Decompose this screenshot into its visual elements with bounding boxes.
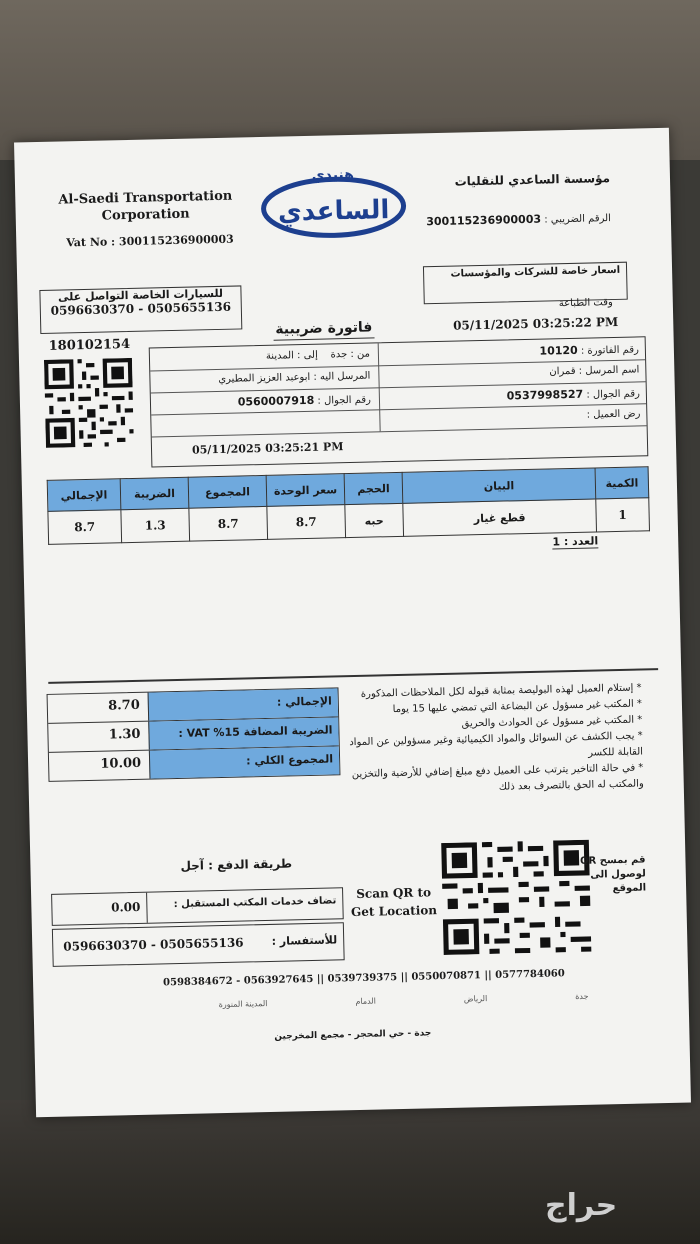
- invoice-qr-code: [44, 358, 134, 448]
- note-item: * يجب الكشف عن السوائل والمواد الكيميائية وغير مسؤولين عن المواد القابلة للكسر: [349, 730, 644, 759]
- logo-text-top: هنيدي: [311, 166, 355, 184]
- receiver-phone-label: رقم الجوال :: [317, 394, 372, 407]
- invoice-paper: [14, 128, 691, 1118]
- logo-text-main: الساعدي: [277, 195, 390, 228]
- to-value: المدينة: [265, 350, 295, 362]
- shipment-datetime: 05/11/2025 03:25:21 PM: [191, 440, 344, 457]
- from-label: من :: [350, 348, 371, 360]
- contact-label: للسيارات الخاصة التواصل على: [57, 286, 224, 304]
- inquiry-box: [52, 922, 345, 967]
- header-unit-price: سعر الوحدة: [266, 474, 345, 507]
- note-item: * إستلام العميل لهذه البوليصة بمثابة قبوله لكل الملاحظات المذكورة: [360, 682, 642, 700]
- sender-phone-field: [507, 386, 640, 402]
- header-qty: الكمية: [595, 467, 649, 499]
- sender-value: قمران: [549, 365, 576, 378]
- tax-number-ar: [426, 211, 611, 228]
- totals-box: [47, 687, 341, 782]
- header-description: البيان: [402, 468, 596, 503]
- item-count: العدد : 1: [552, 534, 599, 549]
- city-label: الرياض: [463, 994, 488, 1004]
- receiver-phone-field: [238, 393, 371, 409]
- company-logo: [254, 156, 411, 244]
- company-name-en: Al-Saedi Transportation Corporation: [58, 188, 233, 224]
- invoice-number-field: [539, 342, 639, 357]
- shipment-info-box: [149, 336, 649, 467]
- city-label: جدة: [575, 991, 589, 1002]
- customer-field: رض العميل :: [586, 408, 641, 421]
- grand-total-label: المجموع الكلي :: [149, 746, 340, 778]
- subtotal-value: 8.70: [107, 697, 140, 714]
- city-label: المدينة المنورة: [218, 999, 268, 1010]
- vat-value: 1.30: [108, 726, 141, 743]
- cell-size: حبه: [345, 503, 404, 537]
- route-field: [266, 349, 370, 362]
- invoice-number-label: رقم الفاتورة :: [580, 344, 640, 357]
- note-item: * المكتب غير مسؤول عن الحوادث والحريق: [461, 714, 643, 730]
- inquiry-label: للأستفسار :: [271, 933, 338, 948]
- invoice-title: فاتورة ضريبية: [273, 319, 374, 340]
- receiver-field: [218, 371, 370, 385]
- items-table: [47, 466, 650, 545]
- header-tax: الضريبة: [120, 477, 189, 510]
- branch-cities: [219, 992, 589, 1009]
- inquiry-phones: 0596630370 - 0505655136: [63, 935, 244, 954]
- future-fees-value: 0.00: [52, 893, 148, 925]
- location-qr-code: [440, 840, 593, 955]
- cell-unit-price: 8.7: [267, 505, 346, 540]
- to-label: إلى :: [296, 349, 318, 362]
- sender-field: [549, 364, 639, 377]
- scan-qr-label-en: Scan QR to Get Location: [350, 885, 438, 920]
- site-watermark: حراج: [545, 1188, 618, 1223]
- cell-total: 8.7: [48, 510, 122, 545]
- header-size: الحجم: [344, 472, 403, 504]
- contact-box: [39, 285, 242, 334]
- cell-subtotal: 8.7: [189, 506, 268, 541]
- cell-description: قطع غيار: [403, 499, 597, 536]
- receiver-label: المرسل اليه :: [313, 370, 371, 383]
- invoice-number-value: 10120: [539, 343, 578, 358]
- payment-method: طريقة الدفع : آجل: [180, 856, 293, 873]
- contact-phones: 0596630370 - 0505655136: [50, 299, 232, 318]
- header-subtotal: المجموع: [188, 475, 267, 508]
- terms-notes: [321, 680, 643, 799]
- from-value: جدة: [330, 349, 348, 361]
- company-name-ar: مؤسسة الساعدي للنقليات: [454, 171, 611, 189]
- sender-phone-value: 0537998527: [506, 387, 584, 403]
- vat-label: الضريبة المضافة 15% VAT :: [148, 717, 339, 749]
- special-prices-note: اسعار خاصة للشركات والمؤسسات: [423, 262, 628, 305]
- scan-qr-label-ar: قم بمسح QR لوصول الى الموقع: [579, 854, 647, 895]
- cell-tax: 1.3: [121, 508, 190, 543]
- sender-label: اسم المرسل :: [578, 364, 640, 377]
- future-fees-box: [51, 887, 344, 926]
- city-label: الدمام: [355, 996, 377, 1007]
- receiver-value: ابوعبد العزيز المطيري: [218, 371, 311, 385]
- vat-number-en: Vat No : 300115236900003: [66, 232, 234, 250]
- totals-row-grand: [49, 746, 340, 781]
- sender-phone-label: رقم الجوال :: [586, 388, 641, 401]
- tax-number-value: 300115236900003: [426, 212, 542, 229]
- cell-qty: 1: [596, 498, 650, 532]
- serial-number: 180102154: [48, 336, 131, 354]
- note-item: * المكتب غير مسؤول عن البضاعة التي تمضي عليها 15 يوما: [392, 698, 643, 716]
- company-address: جدة - حي المحجر - مجمع المخرجين: [274, 1028, 432, 1042]
- note-item: * في حالة التاخير يترتب على العميل دفع مبلغ إضافي للأرضية والتخزين والمكتب له الحق بالتصرف بعد ذلك: [351, 762, 644, 793]
- print-datetime: 05/11/2025 03:25:22 PM: [452, 314, 619, 333]
- branch-phones: 0598384672 - 0563927645 || 0539739375 || 0550070871 || 0577784060: [163, 968, 565, 989]
- receiver-phone-value: 0560007918: [237, 393, 315, 409]
- future-fees-label: تضاف خدمات المكتب المستقبل :: [173, 895, 337, 911]
- tax-number-label: الرقم الضريبي :: [544, 213, 612, 226]
- subtotal-label: الإجمالي :: [148, 688, 339, 720]
- print-time-label: وقت الطباعة: [558, 297, 613, 310]
- grand-total-value: 10.00: [100, 755, 142, 772]
- header-total: الإجمالي: [47, 479, 121, 512]
